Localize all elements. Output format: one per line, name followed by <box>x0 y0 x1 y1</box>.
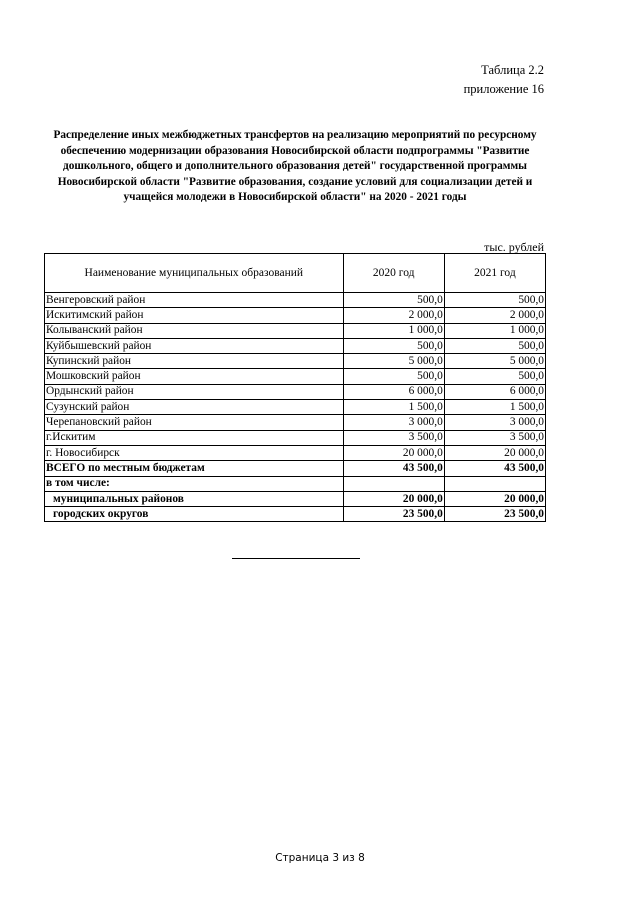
municipal-districts-value-2020: 20 000,0 <box>343 491 444 506</box>
row-value-2020: 6 000,0 <box>343 384 444 399</box>
table-row <box>45 323 546 338</box>
row-value-2020: 500,0 <box>343 293 444 308</box>
column-header-name: Наименование муниципальных образований <box>45 254 344 293</box>
row-value-2021: 500,0 <box>444 338 545 353</box>
column-header-2020: 2020 год <box>343 254 444 293</box>
table-row <box>45 430 546 445</box>
municipal-districts-row <box>45 491 546 506</box>
city-districts-name: городских округов <box>45 507 344 522</box>
page-number: Страница 3 из 8 <box>275 852 365 864</box>
table-row <box>45 384 546 399</box>
row-name: г.Искитим <box>45 430 344 445</box>
table-row <box>45 293 546 308</box>
row-value-2021: 6 000,0 <box>444 384 545 399</box>
row-value-2020: 3 000,0 <box>343 415 444 430</box>
row-name: Венгеровский район <box>45 293 344 308</box>
row-value-2020: 20 000,0 <box>343 445 444 460</box>
column-header-2021: 2021 год <box>444 254 545 293</box>
row-name: Ордынский район <box>45 384 344 399</box>
table-row <box>45 415 546 430</box>
row-value-2020: 3 500,0 <box>343 430 444 445</box>
table-row <box>45 354 546 369</box>
row-value-2020: 5 000,0 <box>343 354 444 369</box>
row-name: Искитимский район <box>45 308 344 323</box>
row-name: Сузунский район <box>45 400 344 415</box>
table-row <box>45 308 546 323</box>
row-value-2021: 20 000,0 <box>444 445 545 460</box>
row-value-2021: 1 500,0 <box>444 400 545 415</box>
row-name: Мошковский район <box>45 369 344 384</box>
closing-rule <box>232 558 360 559</box>
appendix-label: приложение 16 <box>463 82 544 96</box>
row-value-2021: 500,0 <box>444 293 545 308</box>
municipal-districts-value-2021: 20 000,0 <box>444 491 545 506</box>
units-label: тыс. рублей <box>484 240 544 254</box>
city-districts-row <box>45 507 546 522</box>
row-name: Куйбышевский район <box>45 338 344 353</box>
municipal-districts-name: муниципальных районов <box>45 491 344 506</box>
row-name: Колыванский район <box>45 323 344 338</box>
row-value-2021: 500,0 <box>444 369 545 384</box>
row-name: г. Новосибирск <box>45 445 344 460</box>
row-value-2021: 3 000,0 <box>444 415 545 430</box>
row-name: Черепановский район <box>45 415 344 430</box>
total-value-2021: 43 500,0 <box>444 461 545 476</box>
table-row <box>45 445 546 460</box>
row-value-2021: 5 000,0 <box>444 354 545 369</box>
table-row <box>45 369 546 384</box>
row-value-2020: 500,0 <box>343 369 444 384</box>
row-value-2020: 500,0 <box>343 338 444 353</box>
total-row <box>45 461 546 476</box>
city-districts-value-2020: 23 500,0 <box>343 507 444 522</box>
table-row <box>45 400 546 415</box>
including-value-2021 <box>444 476 545 491</box>
total-value-2020: 43 500,0 <box>343 461 444 476</box>
row-value-2021: 1 000,0 <box>444 323 545 338</box>
document-title: Распределение иных межбюджетных трансфертов на реализацию мероприятий по ресурсному обеспечению модернизации образования Новосибирской области подпрограммы "Развитие дошкольного, общего и дополнительного образования детей" государственной программы Новосибирской области "Развитие образования, создание условий для социализации детей и учащейся молодежи в Новосибирской области" на 2020 - 2021 годы <box>53 129 537 204</box>
transfers-table <box>44 253 546 522</box>
total-row-name: ВСЕГО по местным бюджетам <box>45 461 344 476</box>
table-row <box>45 338 546 353</box>
table-number: Таблица 2.2 <box>481 63 544 77</box>
including-row <box>45 476 546 491</box>
row-value-2021: 3 500,0 <box>444 430 545 445</box>
row-value-2020: 1 500,0 <box>343 400 444 415</box>
including-value-2020 <box>343 476 444 491</box>
row-value-2021: 2 000,0 <box>444 308 545 323</box>
table-header-row <box>45 254 546 293</box>
row-value-2020: 2 000,0 <box>343 308 444 323</box>
row-value-2020: 1 000,0 <box>343 323 444 338</box>
row-name: Купинский район <box>45 354 344 369</box>
including-label: в том числе: <box>45 476 344 491</box>
city-districts-value-2021: 23 500,0 <box>444 507 545 522</box>
